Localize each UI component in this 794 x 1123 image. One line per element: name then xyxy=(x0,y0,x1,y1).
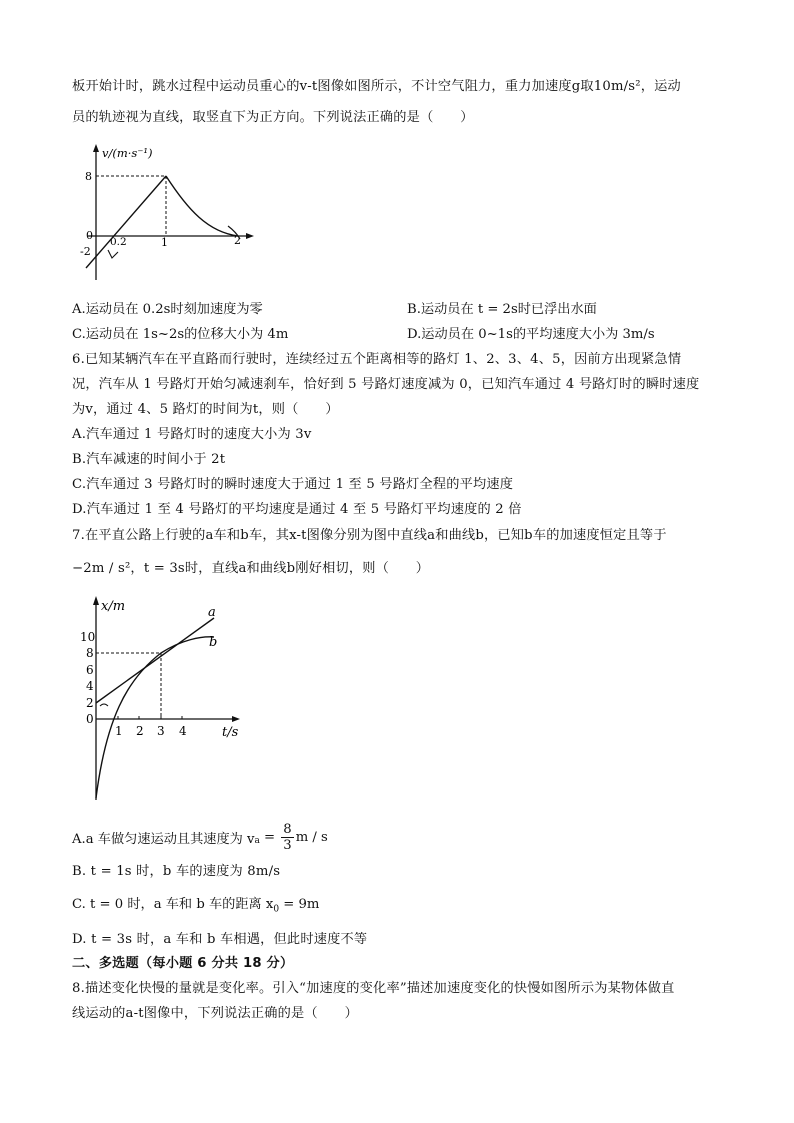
xt-y-tick-2: 2 xyxy=(86,696,94,710)
q5-stem-line2: 员的轨迹视为直线，取竖直下为正方向。下列说法正确的是（ ） xyxy=(72,110,474,125)
section-heading-multiple-choice: 二、多选题（每小题 6 分共 18 分） xyxy=(72,956,294,971)
q7-option-a-eq: = xyxy=(259,830,280,845)
vt-y-tick-8: 8 xyxy=(85,170,92,183)
vt-rising-line xyxy=(86,176,166,268)
q7-option-a-sub: a xyxy=(254,835,260,846)
q5-option-b[interactable]: B.运动员在 t = 2s时已浮出水面 xyxy=(407,302,597,317)
xt-y-tick-8: 8 xyxy=(86,646,94,660)
q7-option-d[interactable]: D. t = 3s 时，a 车和 b 车相遇，但此时速度不等 xyxy=(72,932,368,947)
xt-label-b: b xyxy=(209,635,218,650)
xt-line-a xyxy=(96,618,214,703)
xt-x-tick-3: 3 xyxy=(157,724,165,738)
vt-x-tick-2: 2 xyxy=(234,234,241,247)
q7-option-c-suffix: = 9m xyxy=(279,897,320,912)
q7-option-a-den: 3 xyxy=(283,838,292,853)
xt-graph-figure xyxy=(76,590,266,805)
q7-stem-line1: 7.在平直公路上行驶的a车和b车，其x-t图像分别为图中直线a和曲线b，已知b车的加速度恒定且等于 xyxy=(72,528,667,543)
q5-stem-line1: 板开始计时，跳水过程中运动员重心的v-t图像如图所示，不计空气阻力，重力加速度g取10m/s²，运动 xyxy=(72,79,681,94)
q7-option-c-text: C. t = 0 时，a 车和 b 车的距离 x xyxy=(72,897,274,912)
q7-option-a-num: 8 xyxy=(283,822,292,837)
q7-option-c[interactable] xyxy=(72,893,319,915)
q6-option-c[interactable]: C.汽车通过 3 号路灯时的瞬时速度大于通过 1 至 5 号路灯全程的平均速度 xyxy=(72,477,514,492)
xt-y-tick-6: 6 xyxy=(86,663,94,677)
q8-stem-line1: 8.描述变化快慢的量就是变化率。引入“加速度的变化率”描述加速度变化的快慢如图所示为某物体做直 xyxy=(72,981,675,996)
q7-option-b[interactable]: B. t = 1s 时，b 车的速度为 8m/s xyxy=(72,864,281,879)
q6-option-b[interactable]: B.汽车减速的时间小于 2t xyxy=(72,452,226,467)
xt-x-tick-1: 1 xyxy=(115,724,123,738)
xt-x-tick-4: 4 xyxy=(179,724,187,738)
q6-stem-line2: 况，汽车从 1 号路灯开始匀减速刹车，恰好到 5 号路灯速度减为 0，已知汽车通过 4 号路灯时的瞬时速度 xyxy=(72,377,700,392)
q5-option-d[interactable]: D.运动员在 0~1s的平均速度大小为 3m/s xyxy=(407,327,655,342)
vt-falling-curve xyxy=(166,176,238,236)
vt-x-tick-1: 1 xyxy=(161,236,168,249)
q7-option-a-text: A.a 车做匀速运动且其速度为 v xyxy=(72,832,255,847)
q7-option-c-sub: 0 xyxy=(273,904,280,915)
q6-option-d[interactable]: D.汽车通过 1 至 4 号路灯的平均速度是通过 4 至 5 号路灯平均速度的 2 倍 xyxy=(72,502,522,517)
vt-y-tick-neg2: -2 xyxy=(80,245,91,258)
q7-option-a-unit: m / s xyxy=(295,830,328,845)
xt-label-a: a xyxy=(208,605,216,620)
xt-x-axis-label: t/s xyxy=(222,725,239,740)
q7-option-a-fraction xyxy=(281,822,293,853)
xt-y-axis-label: x/m xyxy=(101,599,126,614)
q8-stem-line2: 线运动的a-t图像中，下列说法正确的是（ ） xyxy=(72,1006,358,1021)
q6-option-a[interactable]: A.汽车通过 1 号路灯时的速度大小为 3v xyxy=(72,427,312,442)
xt-y-tick-10: 10 xyxy=(80,630,96,644)
q5-option-c[interactable]: C.运动员在 1s~2s的位移大小为 4m xyxy=(72,327,289,342)
xt-x-tick-2: 2 xyxy=(136,724,144,738)
xt-y-tick-0: 0 xyxy=(86,712,94,726)
q6-stem-line3: 为v，通过 4、5 路灯的时间为t，则（ ） xyxy=(72,402,339,417)
xt-y-tick-4: 4 xyxy=(86,679,94,693)
q7-stem-line2: −2m / s²，t = 3s时，直线a和曲线b刚好相切，则（ ） xyxy=(72,561,430,576)
q7-option-a[interactable] xyxy=(72,822,328,853)
vt-y-tick-0: 0 xyxy=(86,229,93,242)
vt-x-tick-0-2: 0.2 xyxy=(110,236,127,248)
q5-option-a[interactable]: A.运动员在 0.2s时刻加速度为零 xyxy=(72,302,263,317)
q6-stem-line1: 6.已知某辆汽车在平直路而行驶时，连续经过五个距离相等的路灯 1、2、3、4、5，因前方出现紧急情 xyxy=(72,352,682,367)
vt-y-axis-label: v/(m·s⁻¹) xyxy=(102,146,153,160)
vt-graph-figure xyxy=(78,140,258,288)
